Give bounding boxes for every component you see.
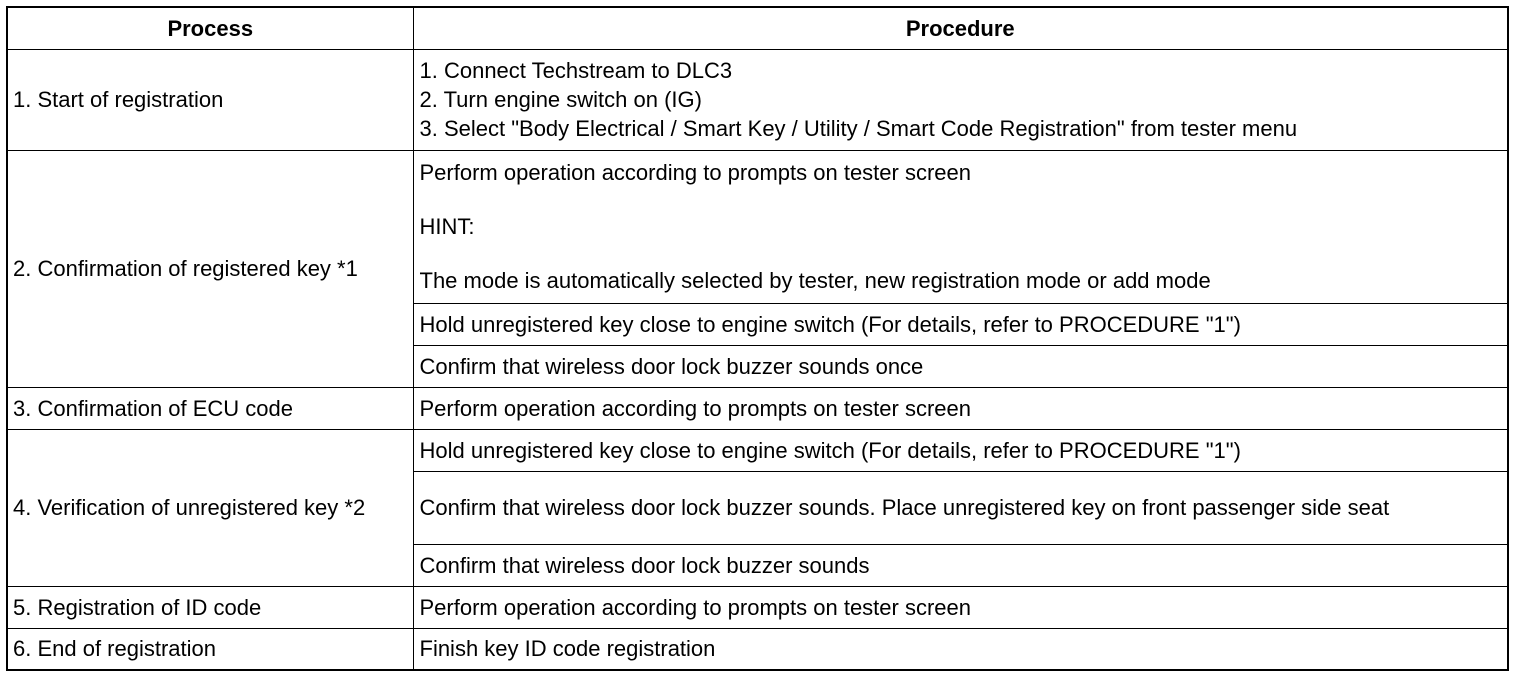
procedure-step: 1. Connect Techstream to DLC3 — [419, 58, 733, 83]
header-row — [7, 7, 1508, 49]
procedure-table — [6, 6, 1509, 671]
table-row — [7, 628, 1508, 670]
procedure-step: Perform operation according to prompts on tester screen — [419, 160, 971, 185]
procedure-cell: Confirm that wireless door lock buzzer sounds. Place unregistered key on front passenger side seat — [413, 471, 1508, 544]
table-row — [7, 387, 1508, 429]
table-row — [7, 49, 1508, 150]
procedure-cell: Finish key ID code registration — [413, 628, 1508, 670]
procedure-cell: Confirm that wireless door lock buzzer sounds once — [413, 345, 1508, 387]
process-cell: 6. End of registration — [7, 628, 413, 670]
procedure-cell: Hold unregistered key close to engine switch (For details, refer to PROCEDURE "1") — [413, 303, 1508, 345]
procedure-cell — [413, 150, 1508, 303]
procedure-step: 2. Turn engine switch on (IG) — [419, 87, 702, 112]
process-column-header: Process — [7, 7, 413, 49]
procedure-cell: Perform operation according to prompts on tester screen — [413, 586, 1508, 628]
process-cell: 4. Verification of unregistered key *2 — [7, 429, 413, 586]
procedure-step: 3. Select "Body Electrical / Smart Key / Utility / Smart Code Registration" from tester menu — [419, 116, 1298, 141]
process-cell: 1. Start of registration — [7, 49, 413, 150]
procedure-cell: Hold unregistered key close to engine switch (For details, refer to PROCEDURE "1") — [413, 429, 1508, 471]
table-row — [7, 429, 1508, 471]
process-cell: 5. Registration of ID code — [7, 586, 413, 628]
table-row — [7, 150, 1508, 303]
hint-text: The mode is automatically selected by tester, new registration mode or add mode — [419, 268, 1211, 293]
hint-label: HINT: — [419, 214, 475, 239]
procedure-cell: Perform operation according to prompts on tester screen — [413, 387, 1508, 429]
procedure-cell — [413, 49, 1508, 150]
table-row — [7, 586, 1508, 628]
process-cell: 2. Confirmation of registered key *1 — [7, 150, 413, 387]
procedure-cell: Confirm that wireless door lock buzzer sounds — [413, 544, 1508, 586]
process-cell: 3. Confirmation of ECU code — [7, 387, 413, 429]
procedure-column-header: Procedure — [413, 7, 1508, 49]
